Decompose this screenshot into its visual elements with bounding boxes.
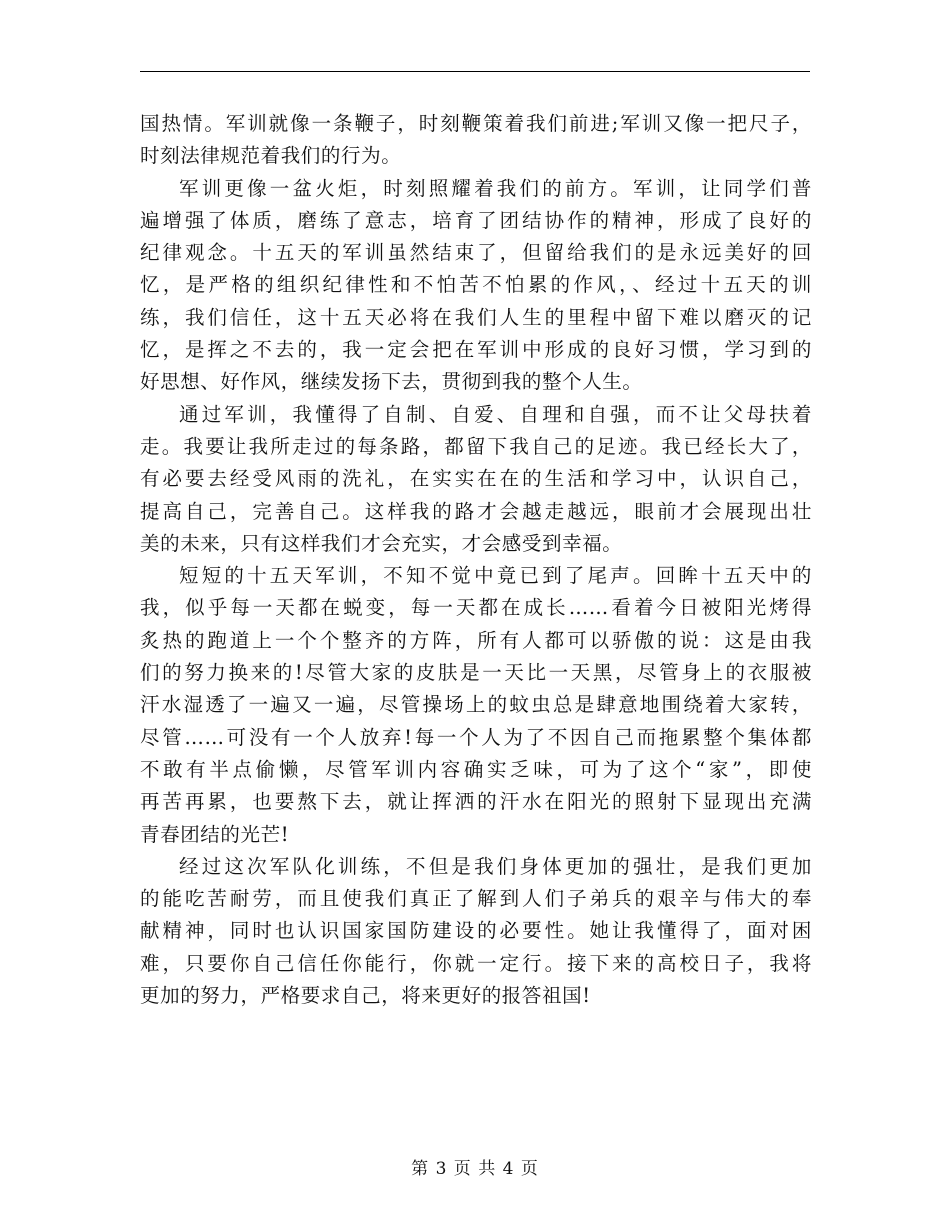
paragraph	[140, 173, 812, 399]
text-line: 尽管……可没有一个人放弃!每一个人为了不因自己而拖累整个集体都	[140, 725, 812, 749]
text-line: 汗水湿透了一遍又一遍，尽管操场上的蚊虫总是肆意地围绕着大家转，	[140, 693, 812, 717]
paragraph	[140, 560, 812, 851]
text-line: 时刻法律规范着我们的行为。	[140, 144, 402, 168]
text-line: 国热情。军训就像一条鞭子，时刻鞭策着我们前进;军训又像一把尺子，	[140, 112, 812, 135]
text-line: 我，似乎每一天都在蜕变，每一天都在成长……看着今日被阳光烤得	[140, 596, 812, 620]
text-line: 再苦再累，也要熬下去，就让挥洒的汗水在阳光的照射下显现出充满	[140, 790, 812, 814]
document-body	[140, 108, 812, 1012]
text-line: 忆，是严格的组织纪律性和不怕苦不怕累的作风，、经过十五天的训	[140, 273, 812, 297]
paragraph	[140, 399, 812, 560]
page-number: 第 3 页 共 4 页	[411, 1159, 539, 1179]
text-line: 纪律观念。十五天的军训虽然结束了，但留给我们的是永远美好的回	[140, 241, 812, 265]
text-line: 忆，是挥之不去的，我一定会把在军训中形成的良好习惯，学习到的	[140, 338, 812, 362]
text-line: 难，只要你自己信任你能行，你就一定行。接下来的高校日子，我将	[140, 951, 812, 975]
text-line: 们的努力换来的!尽管大家的皮肤是一天比一天黑，尽管身上的衣服被	[140, 661, 812, 685]
text-line: 美的未来，只有这样我们才会充实，才会感受到幸福。	[140, 531, 623, 555]
text-line: 经过这次军队化训练，不但是我们身体更加的强壮，是我们更加	[179, 854, 812, 878]
text-line: 有必要去经受风雨的洗礼，在实实在在的生活和学习中，认识自己，	[140, 467, 812, 491]
text-line: 练，我们信任，这十五天必将在我们人生的里程中留下难以磨灭的记	[140, 305, 812, 329]
header-rule	[140, 71, 810, 72]
text-line: 青春团结的光芒!	[140, 822, 290, 846]
text-line: 短短的十五天军训，不知不觉中竟已到了尾声。回眸十五天中的	[179, 564, 812, 588]
text-line: 炙热的跑道上一个个整齐的方阵，所有人都可以骄傲的说：这是由我	[140, 628, 812, 652]
text-line: 遍增强了体质，磨练了意志，培育了团结协作的精神，形成了良好的	[140, 208, 812, 232]
text-line: 好思想、好作风，继续发扬下去，贯彻到我的整个人生。	[140, 370, 643, 394]
text-line: 提高自己，完善自己。这样我的路才会越走越远，眼前才会展现出壮	[140, 499, 812, 523]
text-line: 军训更像一盆火炬，时刻照耀着我们的前方。军训，让同学们普	[179, 176, 812, 200]
text-line: 走。我要让我所走过的每条路，都留下我自己的足迹。我已经长大了，	[140, 434, 812, 458]
text-line: 通过军训，我懂得了自制、自爱、自理和自强，而不让父母扶着	[179, 402, 812, 426]
paragraph	[140, 108, 812, 173]
text-line: 不敢有半点偷懒，尽管军训内容确实乏味，可为了这个“家”，即使	[140, 757, 812, 781]
text-line: 献精神，同时也认识国家国防建设的必要性。她让我懂得了，面对困	[140, 919, 812, 943]
text-line: 的能吃苦耐劳，而且使我们真正了解到人们子弟兵的艰辛与伟大的奉	[140, 887, 812, 911]
text-line: 更加的努力，严格要求自己，将来更好的报答祖国!	[140, 984, 591, 1008]
paragraph	[140, 851, 812, 1012]
